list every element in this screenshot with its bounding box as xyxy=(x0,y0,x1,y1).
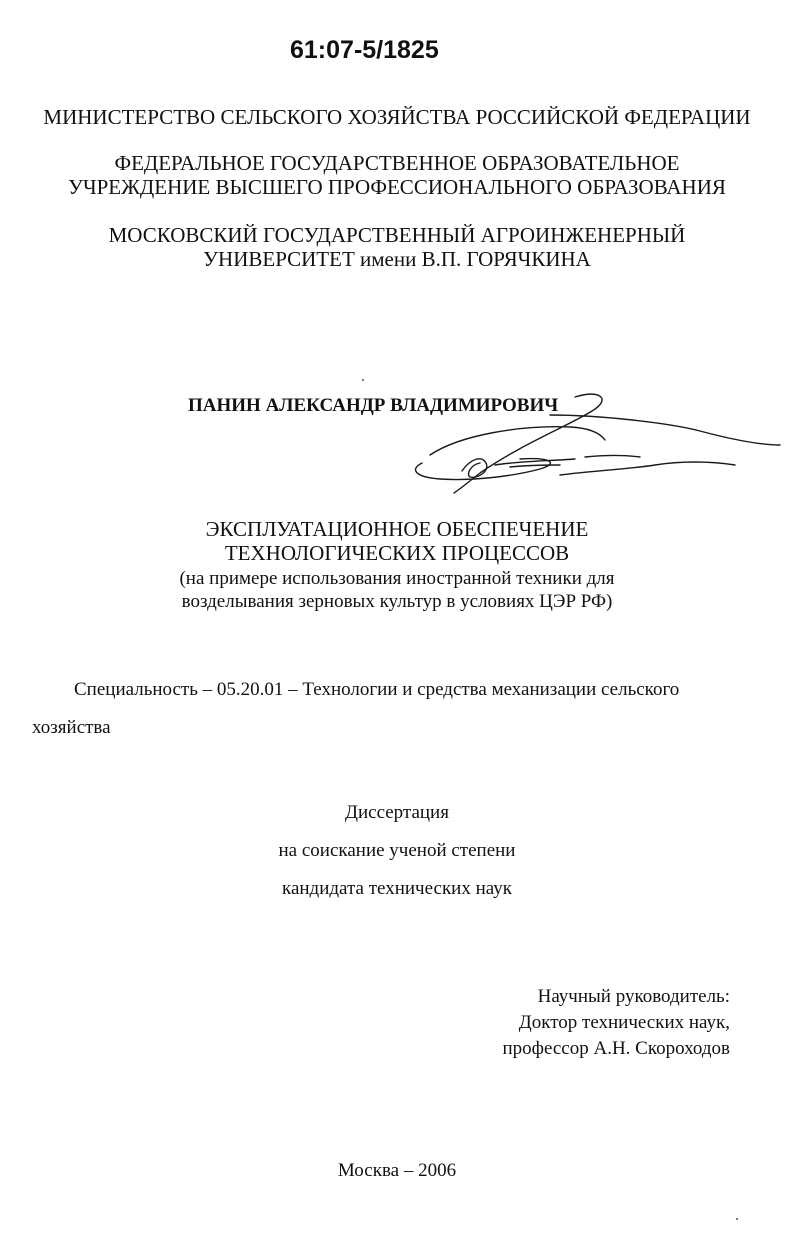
supervisor-label: Научный руководитель: xyxy=(537,986,730,1007)
handwritten-signature xyxy=(400,385,790,500)
degree-line-1: на соискание ученой степени xyxy=(278,840,516,861)
speck-mark xyxy=(736,1218,738,1220)
organization-line-1: ФЕДЕРАЛЬНОЕ ГОСУДАРСТВЕННОЕ ОБРАЗОВАТЕЛЬНОЕ xyxy=(114,151,680,175)
author-name: ПАНИН АЛЕКСАНДР ВЛАДИМИРОВИЧ xyxy=(188,395,559,416)
archive-stamp-code: 61:07-5/1825 xyxy=(290,36,439,64)
dissertation-title-line-1: ЭКСПЛУАТАЦИОННОЕ ОБЕСПЕЧЕНИЕ xyxy=(205,517,589,541)
ministry-heading: МИНИСТЕРСТВО СЕЛЬСКОГО ХОЗЯЙСТВА РОССИЙСКОЙ ФЕДЕРАЦИИ xyxy=(43,105,751,129)
supervisor-degree: Доктор технических наук, xyxy=(518,1012,730,1033)
specialty-line-2: хозяйства xyxy=(32,717,111,738)
degree-line-2: кандидата технических наук xyxy=(282,878,512,899)
specialty-line-1: Специальность – 05.20.01 – Технологии и средства механизации сельского xyxy=(74,679,680,700)
supervisor-name: профессор А.Н. Скороходов xyxy=(502,1038,730,1059)
speck-mark xyxy=(362,379,364,381)
dissertation-label: Диссертация xyxy=(345,802,449,823)
university-line-2: УНИВЕРСИТЕТ имени В.П. ГОРЯЧКИНА xyxy=(203,247,591,271)
dissertation-title-line-2: ТЕХНОЛОГИЧЕСКИХ ПРОЦЕССОВ xyxy=(224,541,570,565)
dissertation-subtitle-line-2: возделывания зерновых культур в условиях ЦЭР РФ) xyxy=(181,591,613,612)
organization-line-2: УЧРЕЖДЕНИЕ ВЫСШЕГО ПРОФЕССИОНАЛЬНОГО ОБРАЗОВАНИЯ xyxy=(68,175,726,199)
dissertation-subtitle-line-1: (на примере использования иностранной техники для xyxy=(179,568,615,589)
university-line-1: МОСКОВСКИЙ ГОСУДАРСТВЕННЫЙ АГРОИНЖЕНЕРНЫЙ xyxy=(108,223,686,247)
city-year: Москва – 2006 xyxy=(337,1160,457,1181)
